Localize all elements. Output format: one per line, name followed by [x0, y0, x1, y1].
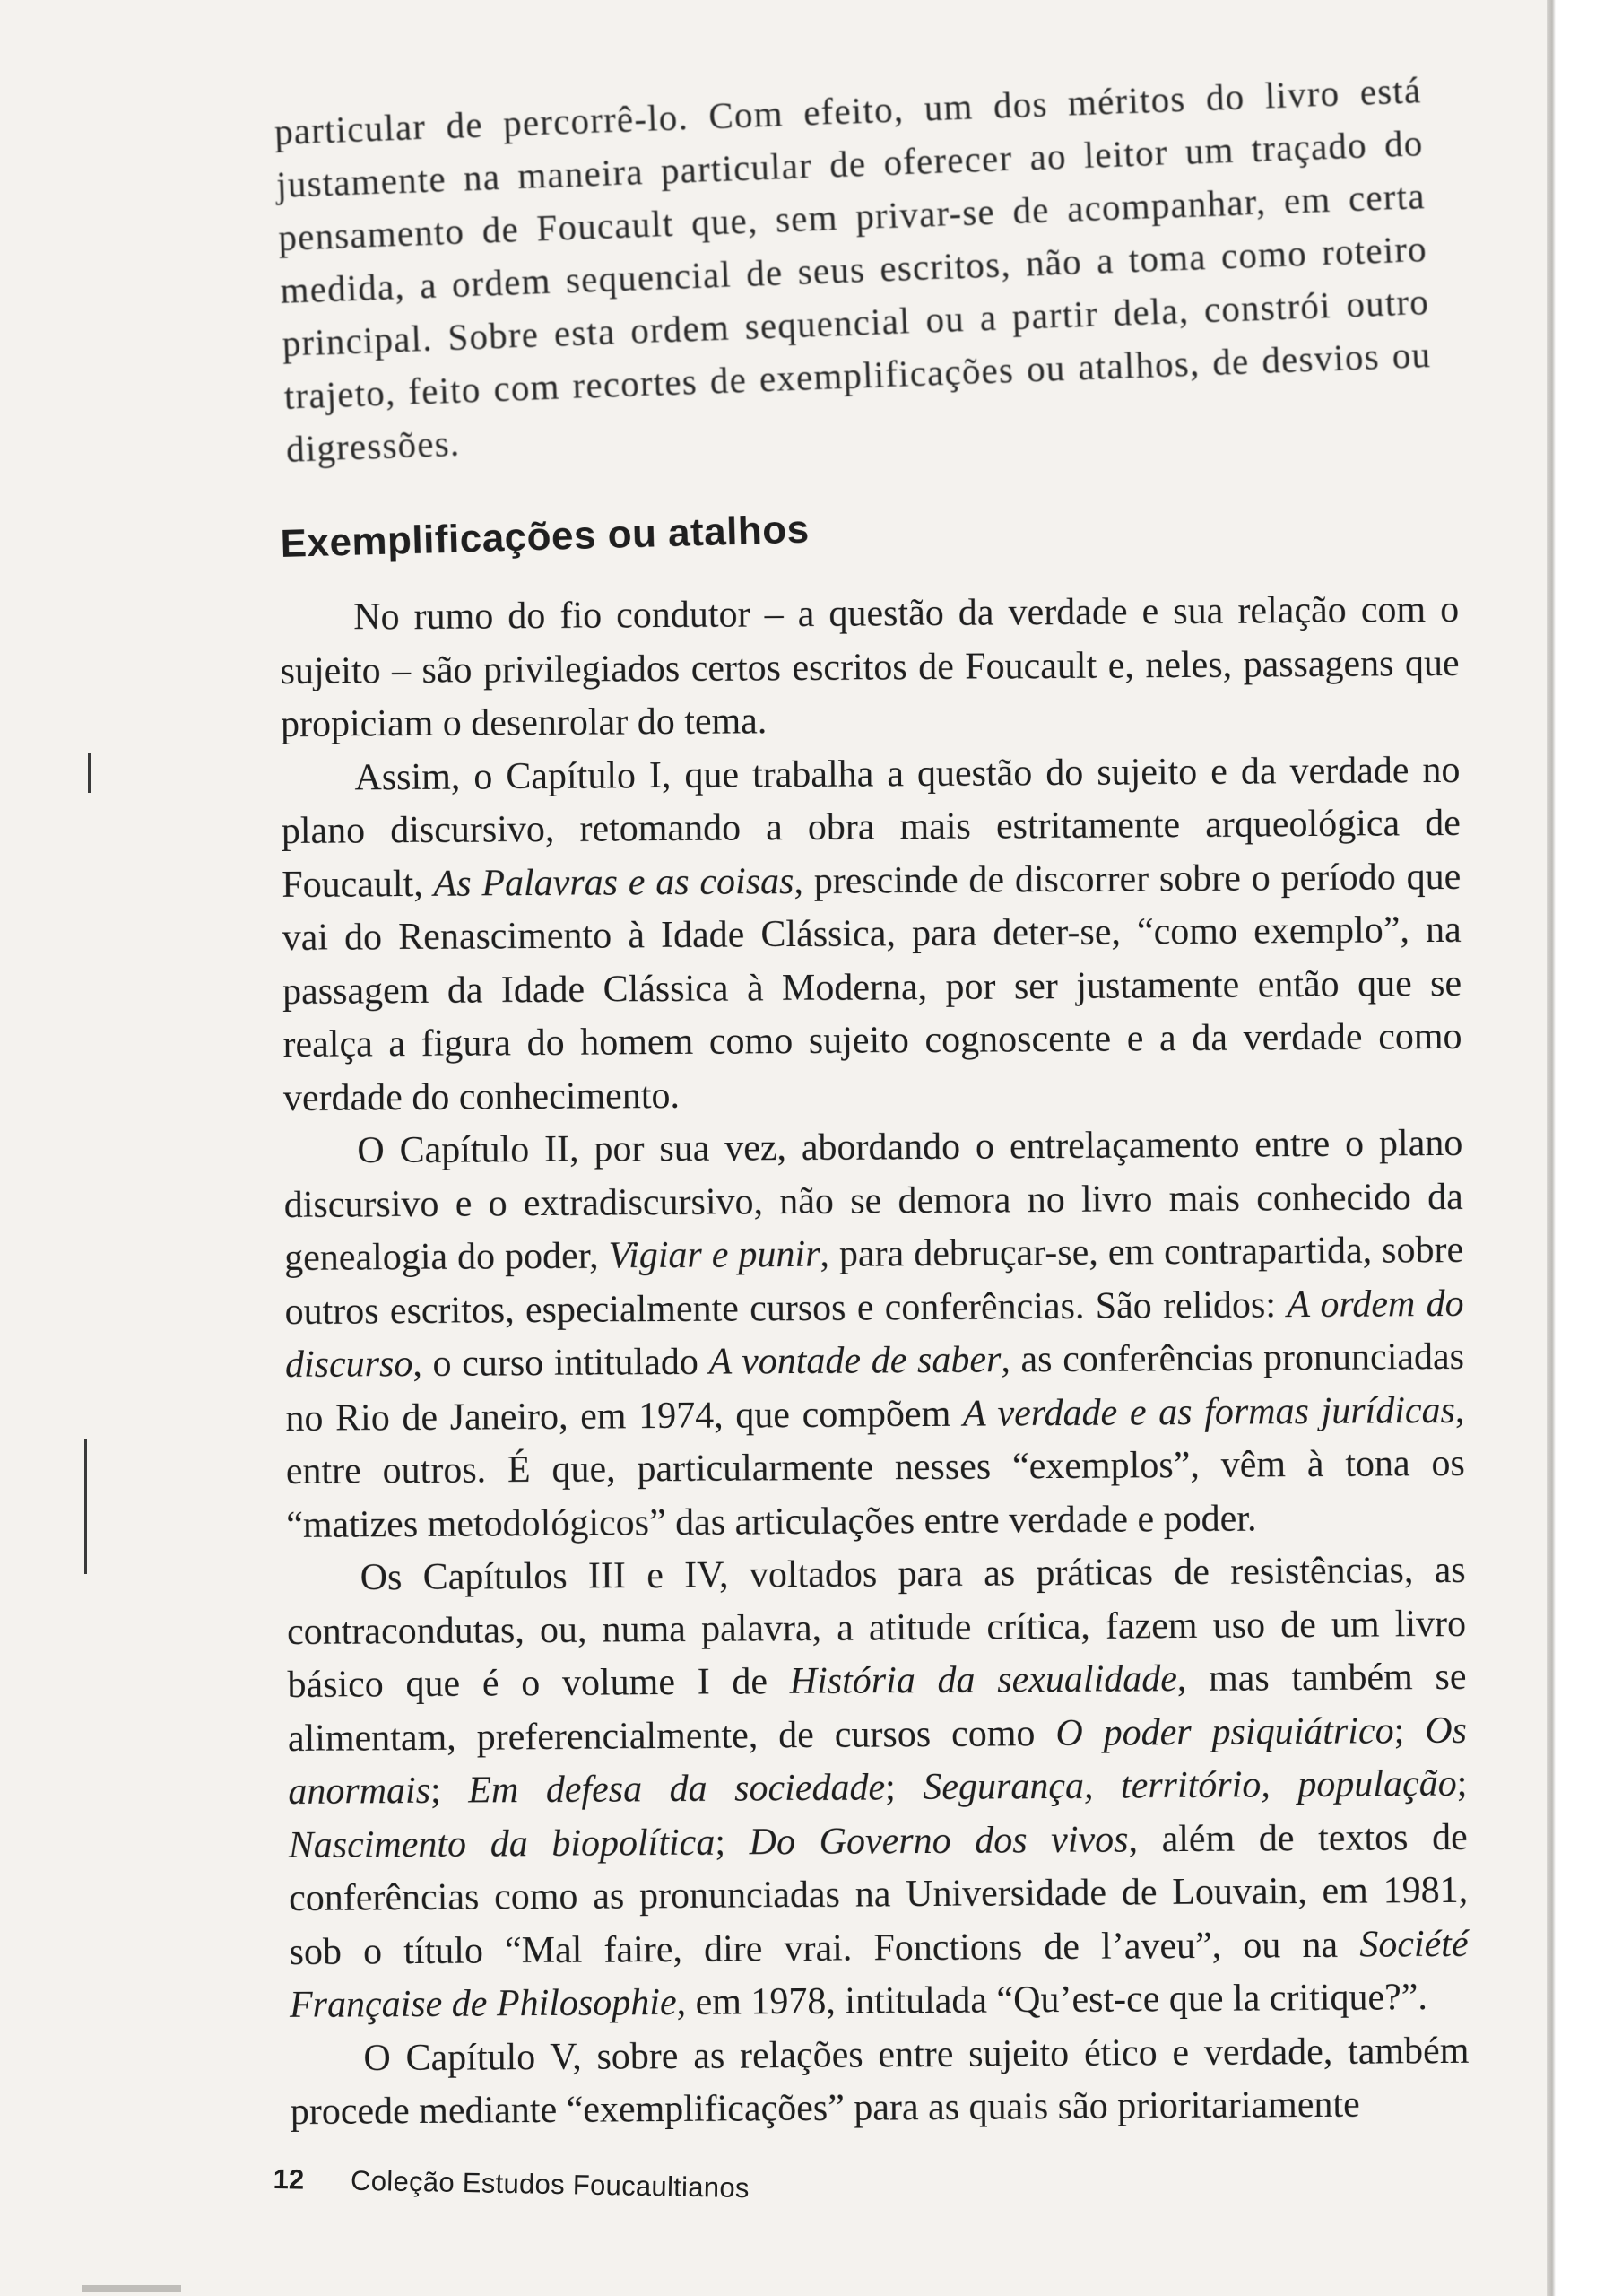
paragraph-5: [290, 2024, 1470, 2139]
scan-edge: [82, 2285, 181, 2292]
collection-name: Coleção Estudos Foucaultianos: [350, 2164, 750, 2205]
book-title: Os anormais: [288, 1709, 1468, 1813]
book-title: O poder psiquiátrico: [1055, 1709, 1394, 1754]
paragraph-text: , além de textos de conferências como as pronunciadas na Universidade de Louvain, em 1981, sob o título “Mal faire, dire vrai. Fonctions de l’aveu”, ou na: [289, 1816, 1469, 1973]
paragraph-text: ;: [1393, 1709, 1426, 1752]
paragraph-text: ;: [884, 1767, 924, 1809]
page-number: 12: [273, 2163, 305, 2196]
body-text: [280, 584, 1470, 2140]
book-title: A verdade e as formas jurídicas: [962, 1389, 1456, 1435]
paragraph-text: ;: [715, 1821, 750, 1864]
paragraph-4: [286, 1544, 1469, 2033]
paragraph-2: [281, 744, 1462, 1126]
paragraph-text: , as conferências pronunciadas no Rio de Janeiro, em 1974, que compõem: [285, 1335, 1465, 1439]
book-title: Do Governo dos vivos: [749, 1818, 1129, 1863]
paragraph-3: [283, 1118, 1465, 1552]
book-title: A ordem do discurso: [284, 1283, 1464, 1386]
paragraph-text: ;: [1456, 1762, 1468, 1805]
paragraph-text: O Capítulo II, por sua vez, abordando o entrelaçamento entre o plano discursivo e o extradiscursivo, não se demora no livro mais conhecido da genealogia do poder,: [283, 1122, 1463, 1279]
book-title: As Palavras e as coisas: [433, 860, 794, 905]
paragraph-text: , o curso intitulado: [412, 1341, 709, 1385]
intro-paragraph: [273, 64, 1434, 476]
institution-name: Société Française de Philosophie: [289, 1923, 1469, 2026]
paragraph-text: , mas também se alimentam, preferencialmente, de cursos como: [287, 1656, 1467, 1760]
page-footer: [273, 2163, 750, 2205]
page-edge: [1547, 0, 1622, 2296]
paragraph-text: Assim, o Capítulo I, que trabalha a questão do sujeito e da verdade no plano discursivo, retomando a obra mais estritamente arqueológica de Foucault,: [281, 749, 1461, 906]
paragraph-1: [280, 584, 1460, 752]
paragraph-text: ;: [429, 1770, 469, 1812]
paragraph-text: O Capítulo V, sobre as relações entre sujeito ético e verdade, também procede mediante “exemplificações” para as quais são prioritariamente: [290, 2030, 1470, 2133]
book-title: História da sexualidade: [789, 1658, 1178, 1703]
book-title: Nascimento da biopolítica: [288, 1822, 716, 1866]
paragraph-text: No rumo do fio condutor – a questão da verdade e sua relação com o sujeito – são privilegiados certos escritos de Foucault e, neles, passagens que propiciam o desenrolar do tema.: [280, 588, 1460, 745]
intro-text: particular de percorrê-lo. Com efeito, um dos méritos do livro está justamente na maneira particular de oferecer ao leitor um traçado do pensamento de Foucault que, sem privar-se de acompanhar, em certa medida, a ordem sequencial de seus escritos, não a toma como roteiro principal. Sobre esta ordem sequencial ou a partir dela, constrói outro trajeto, feito com recortes de exemplificações ou atalhos, de desvios ou digressões.: [273, 69, 1432, 470]
margin-mark: [84, 1439, 87, 1574]
paragraph-text: , para debruçar-se, em contrapartida, sobre outros escritos, especialmente cursos e conferências. São relidos:: [284, 1229, 1464, 1333]
book-title: A vontade de saber: [708, 1339, 1002, 1383]
book-title: Vigiar e punir: [608, 1233, 820, 1277]
book-title: Em defesa da sociedade: [468, 1767, 886, 1812]
section-heading: Exemplificações ou atalhos: [280, 507, 811, 566]
book-title: Segurança, território, população: [923, 1762, 1457, 1809]
paragraph-text: Os Capítulos III e IV, voltados para as práticas de resistências, as contracondutas, ou, numa palavra, a atitude crítica, fazem uso de um livro básico que é o volume I de: [286, 1549, 1467, 1706]
paragraph-text: , em 1978, intitulada “Qu’est-ce que la critique?”.: [676, 1977, 1428, 2023]
paragraph-text: , entre outros. É que, particularmente nesses “exemplos”, vêm à tona os “matizes metodológicos” das articulações entre verdade e poder.: [285, 1389, 1465, 1546]
margin-mark: [88, 753, 91, 793]
paragraph-text: , prescinde de discorrer sobre o período que vai do Renascimento à Idade Clássica, para deter-se, “como exemplo”, na passagem da Idade Clássica à Moderna, por ser justamente então que se realça a figura do homem como sujeito cognoscente e a da verdade como verdade do conhecimento.: [282, 856, 1462, 1119]
